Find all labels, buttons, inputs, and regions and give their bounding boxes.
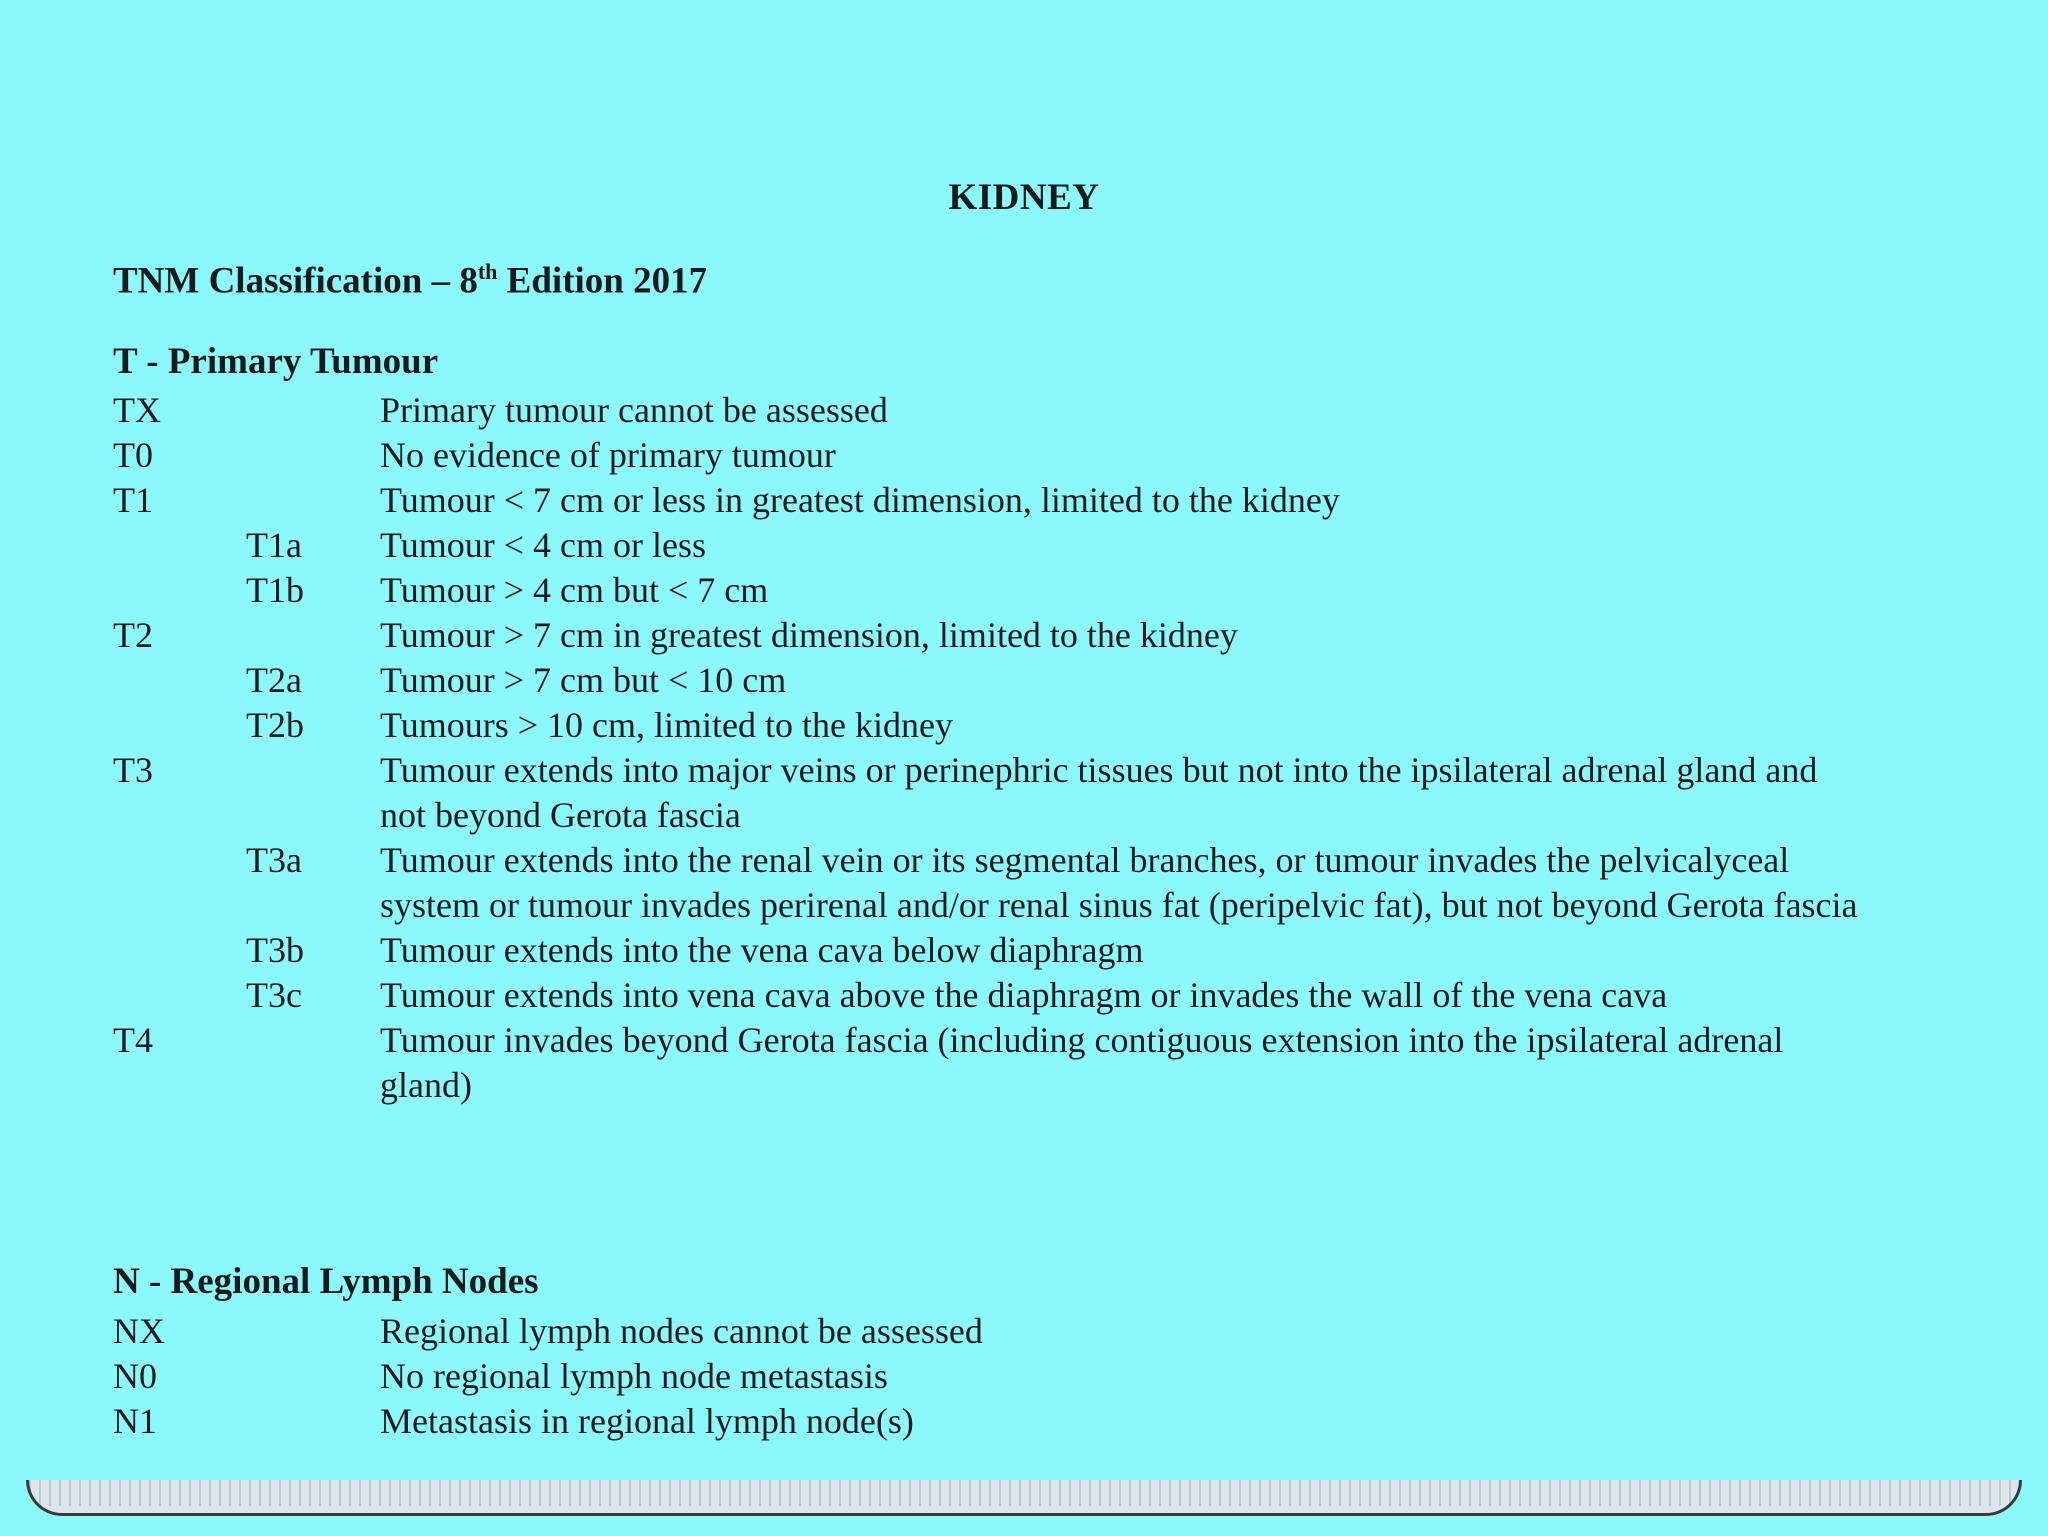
classification-subrow bbox=[113, 928, 1873, 973]
classification-row bbox=[113, 433, 1873, 478]
row-code: TX bbox=[113, 390, 161, 430]
row-description: Tumour < 4 cm or less bbox=[380, 525, 706, 565]
row-code: T1a bbox=[246, 525, 302, 565]
row-description: Tumour invades beyond Gerota fascia (including contiguous extension into the ipsilateral adrenal gland) bbox=[380, 1020, 1784, 1105]
classification-row bbox=[113, 1018, 1873, 1108]
row-code: T3 bbox=[113, 750, 153, 790]
row-code: T0 bbox=[113, 435, 153, 475]
classification-subrow bbox=[113, 703, 1873, 748]
row-description: Regional lymph nodes cannot be assessed bbox=[380, 1311, 983, 1351]
row-code: T3c bbox=[246, 975, 302, 1015]
row-code: T2a bbox=[246, 660, 302, 700]
classification-row bbox=[113, 1399, 1873, 1444]
row-description: Tumour > 7 cm but < 10 cm bbox=[380, 660, 787, 700]
row-description: Metastasis in regional lymph node(s) bbox=[380, 1401, 914, 1441]
classification-subrow bbox=[113, 838, 1873, 928]
classification-subrow bbox=[113, 973, 1873, 1018]
n-classification-list bbox=[113, 1309, 1873, 1444]
row-description: Tumour extends into major veins or perinephric tissues but not into the ipsilateral adrenal gland and not beyond Gerota fascia bbox=[380, 750, 1818, 835]
classification-subrow bbox=[113, 568, 1873, 613]
row-code: T3a bbox=[246, 840, 302, 880]
row-code: T1 bbox=[113, 480, 153, 520]
row-description: Tumour extends into vena cava above the diaphragm or invades the wall of the vena cava bbox=[380, 975, 1668, 1015]
classification-row bbox=[113, 1354, 1873, 1399]
classification-row bbox=[113, 388, 1873, 433]
row-code: T2 bbox=[113, 615, 153, 655]
row-code: NX bbox=[113, 1311, 165, 1351]
row-code: T4 bbox=[113, 1020, 153, 1060]
row-code: N1 bbox=[113, 1401, 157, 1441]
page-title: KIDNEY bbox=[948, 177, 1100, 218]
row-description: Primary tumour cannot be assessed bbox=[380, 390, 888, 430]
classification-row bbox=[113, 748, 1873, 838]
row-description: Tumour > 7 cm in greatest dimension, limited to the kidney bbox=[380, 615, 1238, 655]
row-description: No regional lymph node metastasis bbox=[380, 1356, 888, 1396]
t-classification-list bbox=[113, 388, 1873, 1108]
subtitle-superscript: th bbox=[477, 259, 498, 284]
slide-footer-decoration bbox=[26, 1480, 2022, 1516]
n-section-heading: N - Regional Lymph Nodes bbox=[113, 1261, 539, 1302]
classification-row bbox=[113, 1309, 1873, 1354]
row-code: T2b bbox=[246, 705, 304, 745]
row-description: No evidence of primary tumour bbox=[380, 435, 836, 475]
row-description: Tumour > 4 cm but < 7 cm bbox=[380, 570, 769, 610]
row-description: Tumour < 7 cm or less in greatest dimension, limited to the kidney bbox=[380, 480, 1340, 520]
row-code: T3b bbox=[246, 930, 304, 970]
t-section-heading: T - Primary Tumour bbox=[113, 341, 439, 382]
subtitle-text: TNM Classification – 8 bbox=[113, 260, 478, 302]
classification-subrow bbox=[113, 523, 1873, 568]
row-description: Tumour extends into the vena cava below diaphragm bbox=[380, 930, 1144, 970]
classification-subtitle bbox=[113, 259, 707, 302]
subtitle-edition: Edition 2017 bbox=[497, 260, 708, 302]
classification-row bbox=[113, 478, 1873, 523]
row-description: Tumour extends into the renal vein or its segmental branches, or tumour invades the pelvicalyceal system or tumour invades perirenal and/or renal sinus fat (peripelvic fat), but not beyond Gerota fascia bbox=[380, 840, 1858, 925]
row-code: N0 bbox=[113, 1356, 157, 1396]
classification-subrow bbox=[113, 658, 1873, 703]
classification-row bbox=[113, 613, 1873, 658]
row-code: T1b bbox=[246, 570, 304, 610]
row-description: Tumours > 10 cm, limited to the kidney bbox=[380, 705, 953, 745]
